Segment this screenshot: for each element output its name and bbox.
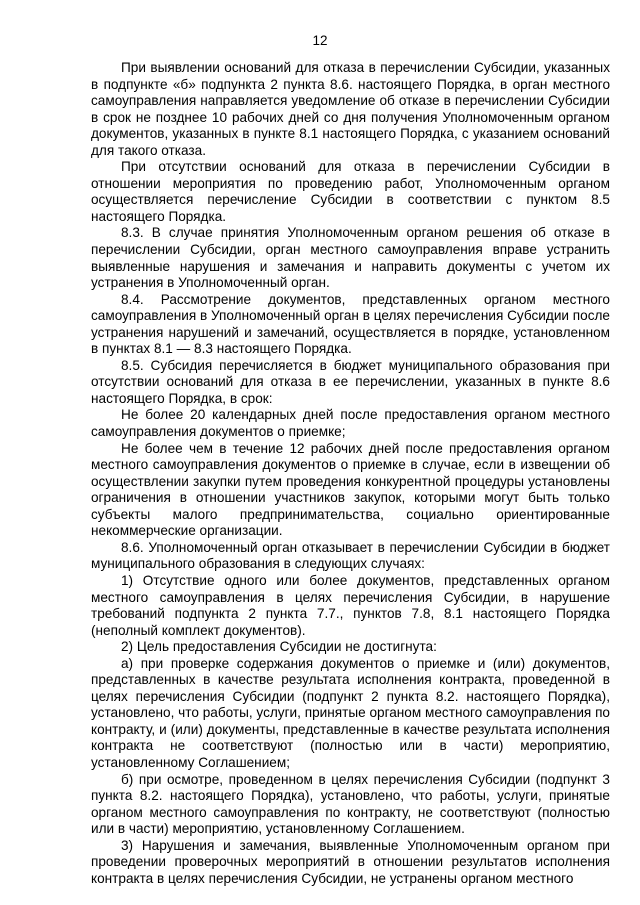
paragraph-8-5: 8.5. Субсидия перечисляется в бюджет муниципального образования при отсутствии оснований для отказа в ее перечислении, указанных в пункте 8.6 настоящего Порядка, в срок: [91, 357, 610, 406]
paragraph-no-refusal-grounds: При отсутствии оснований для отказа в перечислении Субсидии в отношении мероприятия по проведению работ, Уполномоченным органом осуществляется перечисление Субсидии в соответствии с пунктом 8.5 настоящего Порядка. [91, 159, 610, 224]
paragraph-item-2b: б) при осмотре, проведенном в целях перечисления Субсидии (подпункт 3 пункта 8.2. настоящего Порядка), установлено, что работы, услуги, принятые органом местного самоуправления по контракту, не соответствуют (полностью или в части) мероприятию, установленному Соглашением. [91, 771, 610, 837]
paragraph-term-20-days: Не более 20 календарных дней после предоставления органом местного самоуправления документов о приемке; [91, 407, 610, 440]
paragraph-item-1: 1) Отсутствие одного или более документов, представленных органом местного самоуправления в целях перечисления Субсидии, в нарушение требований подпункта 2 пункта 7.7., пунктов 7.8, 8.1 настоящего Порядка (неполный комплект документов). [91, 572, 610, 638]
paragraph-item-2: 2) Цель предоставления Субсидии не достигнута: [121, 639, 437, 655]
paragraph-term-12-days: Не более чем в течение 12 рабочих дней после предоставления органом местного самоуправления документов о приемке в случае, если в извещении об осуществлении закупки путем проведения конкурентной процедуры установлены ограничения в отношении участников закупок, которыми могут быть только субъекты малого предпринимательства, социально ориентированные некоммерческие организации. [91, 440, 610, 539]
paragraph-item-2a: а) при проверке содержания документов о приемке и (или) документов, представленных в качестве результата исполнения контракта, проведенной в целях перечисления Субсидии (подпункт 2 пункта 8.2. настоящего Порядка), установлено, что работы, услуги, принятые органом местного самоуправления по контракту, и (или) документы, представленные в качестве результата исполнения контракта не соответствуют (полностью или в части) мероприятию, установленному Соглашением; [91, 655, 610, 770]
document-body [91, 60, 610, 887]
paragraph-8-4: 8.4. Рассмотрение документов, представленных органом местного самоуправления в Уполномоченный орган в целях перечисления Субсидии после устранения нарушений и замечаний, осуществляется в порядке, установленном в пунктах 8.1 — 8.3 настоящего Порядка. [91, 291, 610, 357]
paragraph-8-6: 8.6. Уполномоченный орган отказывает в перечислении Субсидии в бюджет муниципального образования в следующих случаях: [91, 539, 610, 572]
paragraph-refusal-notice: При выявлении оснований для отказа в перечислении Субсидии, указанных в подпункте «б» подпункта 2 пункта 8.6. настоящего Порядка, в орган местного самоуправления направляется уведомление об отказе в перечислении Субсидии в срок не позднее 10 рабочих дней со дня получения Уполномоченным органом документов, указанных в пункте 8.1 настоящего Порядка, с указанием оснований для такого отказа. [91, 60, 610, 158]
paragraph-8-3: 8.3. В случае принятия Уполномоченным органом решения об отказе в перечислении Субсидии, орган местного самоуправления вправе устранить выявленные нарушения и замечания и направить документы с учетом их устранения в Уполномоченный орган. [91, 225, 610, 291]
paragraph-item-3: 3) Нарушения и замечания, выявленные Уполномоченным органом при проведении проверочных мероприятий в отношении результатов исполнения контракта в целях перечисления Субсидии, не устранены органом местного [91, 837, 610, 886]
page-number: 12 [312, 33, 328, 48]
